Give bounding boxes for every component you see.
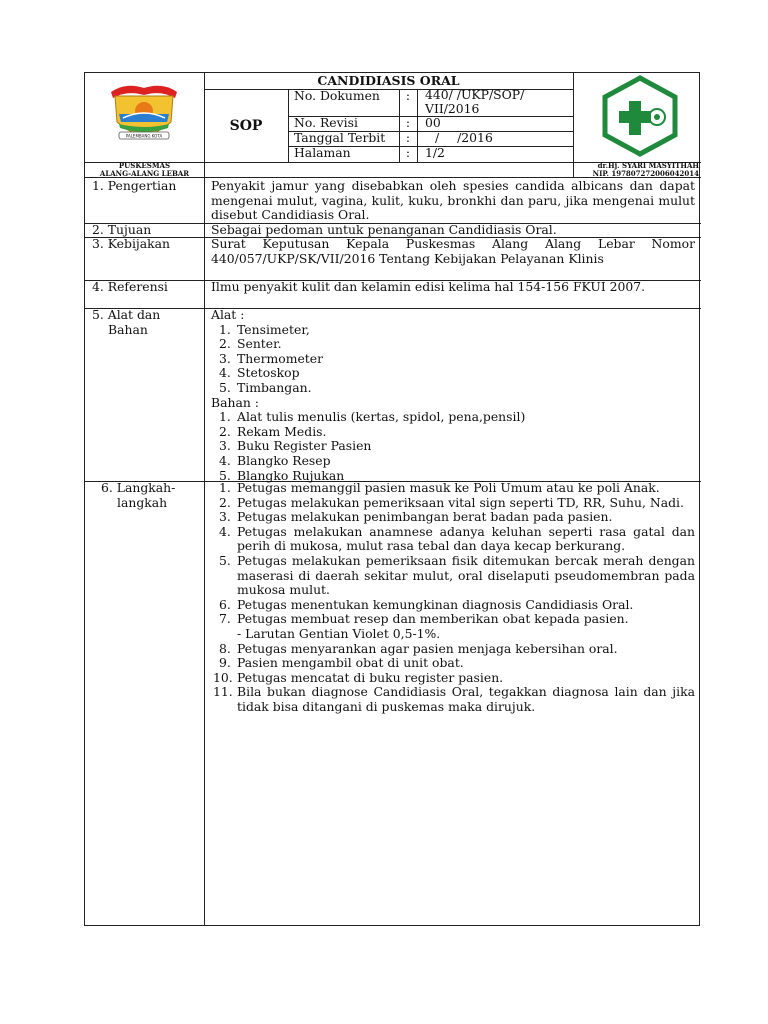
section-label-kebijakan: 3. Kebijakan [92,236,171,251]
field-sep: : [405,115,411,130]
field-sep: : [405,130,411,145]
alat-text: Tensimeter, [237,321,310,337]
pengertian-text: Penyakit jamur yang disebabkan oleh spesies candida albicans dan dapat mengenai mulut, vagina, kulit, kuku, bronkhi dan paru, jika mengenai mulut disebut Candidiasis Oral. [211,178,695,223]
list-number: 2. [219,336,231,352]
bahan-list [211,410,695,483]
puskesmas-label: PUSKESMAS [118,161,171,170]
bahan-item [211,439,695,454]
tujuan-text: Sebagai pedoman untuk penanganan Candidiasis Oral. [211,222,557,237]
langkah-step-item [211,554,695,598]
bahan-text: Rekam Medis. [237,423,327,439]
langkah-step-item [211,642,695,657]
field-value-no-revisi: 00 [425,115,441,130]
list-number: 1. [219,480,231,495]
langkah-step-text: Petugas melakukan anamnese adanya keluhan seperti rasa gatal dan perih di mukosa, mulut rasa tebal dan daya kecap berkurang. [237,523,695,554]
signer-name: dr.Hj. SYARI MASYITHAH [597,161,699,170]
city-emblem-logo [105,78,183,142]
alat-text: Timbangan. [237,379,312,395]
alat-item [211,381,695,396]
langkah-step-text: Petugas menyarankan agar pasien menjaga kebersihan oral. [237,640,618,656]
alat-text: Stetoskop [237,365,300,381]
list-number: 3. [219,350,231,366]
bahan-text: Alat tulis menulis (kertas, spidol, pena,pensil) [237,409,526,425]
list-number: 4. [219,452,231,468]
alat-text: Senter. [237,336,282,352]
langkah-content [211,481,695,715]
list-number: 1. [219,409,231,425]
bahan-item [211,410,695,425]
referensi-text: Ilmu penyakit kulit dan kelamin edisi kelima hal 154-156 FKUI 2007. [211,279,646,294]
list-number: 8. [219,640,231,656]
bahan-text: Blangko Resep [237,452,331,468]
langkah-step-text: Petugas melakukan penimbangan berat badan pada pasien. [237,509,613,525]
alat-heading: Alat : [211,307,245,322]
list-number: 6. [219,596,231,612]
langkah-step-text: Petugas mencatat di buku register pasien. [237,669,504,685]
langkah-step-text: Petugas memanggil pasien masuk ke Poli Umum atau ke poli Anak. [237,480,660,495]
langkah-step-item [211,598,695,613]
bahan-item [211,454,695,469]
langkah-step-text: Petugas melakukan pemeriksaan vital sign seperti TD, RR, Suhu, Nadi. [237,494,684,510]
health-emblem-logo [599,75,681,157]
list-number: 4. [219,523,231,539]
sop-label: SOP [229,117,263,134]
list-number: 7. [219,611,231,627]
alat-item [211,323,695,338]
field-label-no-revisi: No. Revisi [294,115,358,130]
langkah-step-item [211,481,695,496]
list-number: 5. [219,552,231,568]
list-number: 11. [213,684,233,700]
list-number: 3. [219,509,231,525]
langkah-step-item [211,612,695,641]
langkah-step-text: Petugas menentukan kemungkinan diagnosis Candidiasis Oral. [237,596,634,612]
step-note: - Larutan Gentian Violet 0,5-1%. [237,625,441,641]
kebijakan-text: Surat Keputusan Kepala Puskesmas Alang Alang Lebar Nomor 440/057/UKP/SK/VII/2016 Tentang Kebijakan Pelayanan Klinis [211,236,695,266]
field-label-halaman: Halaman [294,145,351,160]
langkah-step-text: Petugas membuat resep dan memberikan obat kepada pasien. [237,611,629,627]
langkah-step-item [211,510,695,525]
alat-item [211,337,695,352]
langkah-step-item [211,525,695,554]
list-number: 2. [219,494,231,510]
bahan-text: Buku Register Pasien [237,438,372,454]
field-value-tanggal-terbit: / /2016 [435,130,493,145]
langkah-step-text: Bila bukan diagnose Candidiasis Oral, tegakkan diagnosa lain dan jika tidak bisa ditangani di puskemas maka dirujuk. [237,684,695,714]
langkah-step-item [211,671,695,686]
bahan-item [211,425,695,440]
field-sep: : [405,145,411,160]
sop-document [84,72,700,926]
field-label-tanggal-terbit: Tanggal Terbit [294,130,386,145]
list-number: 5. [219,379,231,395]
list-number: 9. [219,655,231,671]
field-value-halaman: 1/2 [425,145,445,160]
langkah-step-item [211,496,695,511]
bahan-text: Blangko Rujukan [237,467,345,483]
langkah-step-text: Pasien mengambil obat di unit obat. [237,655,464,671]
alat-item [211,352,695,367]
document-title: CANDIDIASIS ORAL [317,73,460,88]
section-label-langkah: 6. Langkah- langkah [101,480,176,510]
langkah-step-item [211,685,695,714]
field-value-no-dokumen: 440/ /UKP/SOP/ VII/2016 [425,87,525,116]
list-number: 1. [219,321,231,337]
puskesmas-name: ALANG-ALANG LEBAR [99,168,190,178]
langkah-list [211,481,695,715]
signer-nip: NIP. 197807272006042014 [592,168,699,178]
section-label-alat-bahan: 5. Alat dan Bahan [92,307,161,337]
list-number: 2. [219,423,231,439]
list-number: 4. [219,365,231,381]
svg-text:PALEMBANG KOTA: PALEMBANG KOTA [125,133,163,139]
section-label-referensi: 4. Referensi [92,279,168,294]
langkah-step-text: Petugas melakukan pemeriksaan fisik ditemukan bercak merah dengan maserasi di daerah sekitar mulut, oral diselaputi pseudomembran pada mukosa mulut. [237,552,695,598]
bahan-heading: Bahan : [211,394,259,410]
section-label-tujuan: 2. Tujuan [92,222,152,237]
alat-text: Thermometer [237,350,324,366]
field-label-no-dokumen: No. Dokumen [294,88,380,103]
alat-item [211,366,695,381]
field-sep: : [405,88,411,103]
list-number: 5. [219,467,231,483]
alat-bahan-content [211,308,695,483]
list-number: 10. [213,669,233,685]
section-label-pengertian: 1. Pengertian [92,178,177,193]
list-number: 3. [219,438,231,454]
langkah-step-item [211,656,695,671]
alat-list [211,323,695,396]
